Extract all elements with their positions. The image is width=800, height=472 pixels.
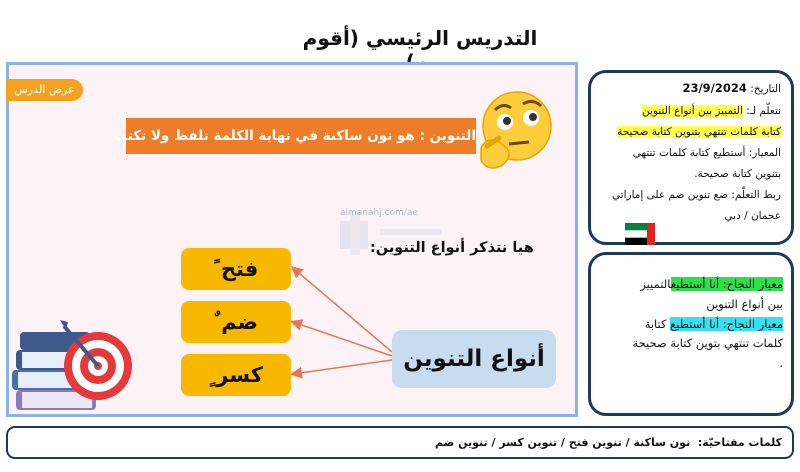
date-label: التاريخ: — [750, 83, 781, 95]
uae-flag-icon — [625, 223, 655, 245]
tanween-fath-chip: فتح ً — [181, 248, 291, 290]
definition-banner: التنوين : هو نون ساكنة في نهاية الكلمة تلفظ ولا تكتب — [126, 118, 476, 154]
target-books-icon — [10, 318, 135, 416]
tanween-damm-chip: ضم ٌ — [181, 301, 291, 343]
success-criteria-panel — [588, 252, 794, 416]
criterion-label: المعيار: — [748, 146, 781, 159]
learn-label: نتعلّم لـ: — [746, 104, 781, 117]
date-value: 23/9/2024 — [682, 81, 747, 95]
criterion-1-label: معيار النجاح: أنا أستطيع — [670, 277, 783, 291]
criterion-2-text: كتابة — [644, 316, 667, 331]
tanween-kasr-chip: كسر ٍ — [181, 354, 291, 396]
cities-text: عجمان / دبي — [724, 210, 781, 223]
criterion-1-text: التمييز — [640, 277, 671, 291]
keywords-value: نون ساكنة / تنوين فتح / تنوين كسر / تنوين ضم — [434, 436, 691, 449]
keywords-label: كلمات مفتاحيّة: — [697, 436, 782, 449]
lesson-info-panel — [588, 70, 794, 245]
tanween-types-box: أنواع التنوين — [392, 330, 556, 388]
keywords-bar — [6, 426, 794, 459]
lesson-tab: عرض الدرس — [6, 79, 83, 101]
criterion-2-end: . — [779, 356, 783, 371]
criterion-text-2: بتنوين كتابة صحيحة. — [694, 168, 781, 181]
recall-prompt: هيا نتذكر أنواع التنوين: — [370, 240, 534, 256]
learn-objective-2: كتابة كلمات تنتهي بتنوين كتابة صحيحة — [617, 125, 781, 138]
criterion-text: أستطيع كتابة كلمات تنتهي — [632, 146, 746, 159]
criterion-1-text-2: بين أنواع التنوين — [706, 296, 783, 311]
link-text: ضع تنوين ضم على إماراتي — [611, 189, 728, 202]
criterion-2-label: معيار النجاح: أنا أستطيع — [670, 316, 783, 331]
link-label: ربط التعلّم: — [731, 189, 781, 202]
criterion-2-text-2: كلمات تنتهي بتوين كتابة صحيحة — [632, 336, 783, 351]
learn-objective-1: التمييز بين أنواع التنوين — [642, 104, 743, 117]
thinking-face-icon — [473, 88, 553, 178]
watermark-text: almanahj.com/ae — [340, 208, 418, 218]
page-title: التدريس الرئيسي (أقوم — [302, 26, 538, 50]
